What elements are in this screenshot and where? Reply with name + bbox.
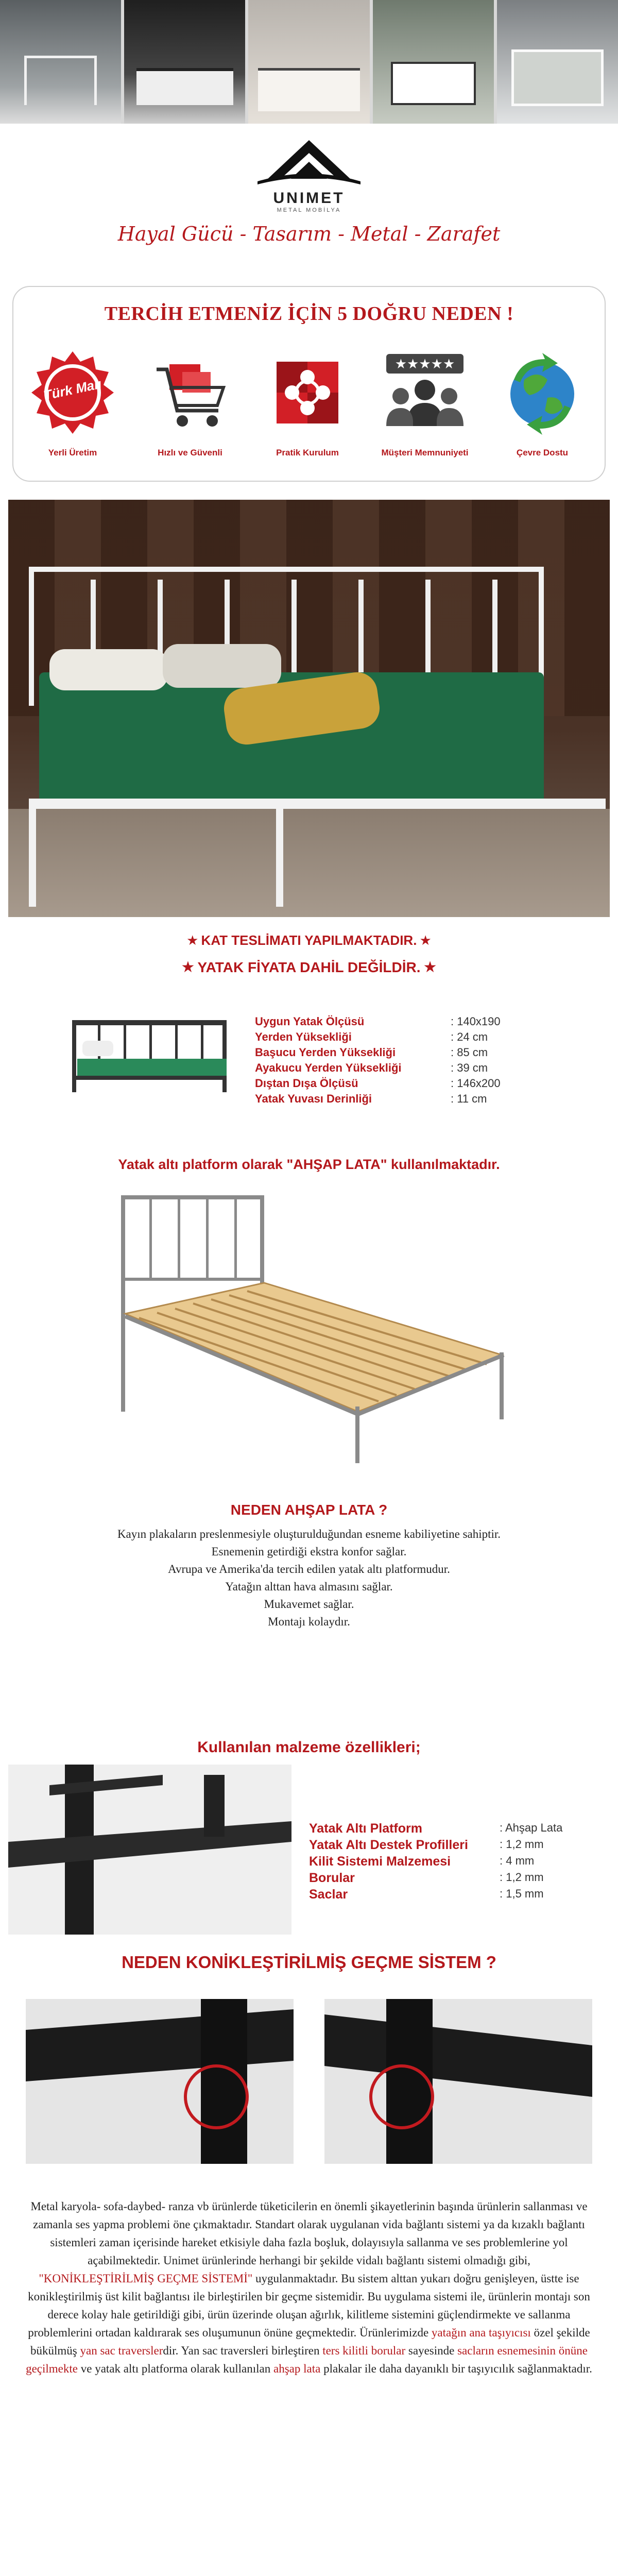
strip-photo-4 [373,0,494,124]
spec-row: Dıştan Dışa Ölçüsü : 146x200 [255,1077,501,1090]
spec-row: Başucu Yerden Yüksekliği : 85 cm [255,1046,488,1059]
joint-closeup-right [324,1999,592,2164]
why-line: Mukavemet sağlar. [264,1598,354,1611]
slogan: Hayal Gücü - Tasarım - Metal - Zarafet [117,223,501,245]
star-icon: ★ [419,933,432,948]
bed-thumbnail [67,1010,237,1108]
why-title: NEDEN AHŞAP LATA ? [230,1502,388,1518]
spec-row: Ayakucu Yerden Yüksekliği : 39 cm [255,1061,488,1074]
turkish-made-badge-icon [29,349,116,436]
reason-easy-setup [259,349,356,467]
delivery-note-2: ★ YATAK FİYATA DAHİL DEĞİLDİR. ★ [181,959,437,976]
reason-label: Pratik Kurulum [276,448,339,457]
material-row: Yatak Altı Platform : Ahşap Lata [309,1821,563,1836]
reasons-panel [12,286,606,482]
strip-photo-2 [124,0,245,124]
delivery-notes [0,927,618,994]
frame-closeup-image [8,1765,291,1935]
reason-fast-safe [141,349,239,467]
star-icon: ★ [181,959,195,976]
conical-system-section [0,1953,618,2195]
product-photo-strip [0,0,618,124]
reasons-title: TERCİH ETMENİZ İÇİN 5 DOĞRU NEDEN ! [104,303,514,325]
specs-section [0,1010,618,1118]
eco-globe-icon [499,349,586,436]
unimet-logo-icon [247,130,371,192]
bedroom-photo [8,500,610,917]
why-line: Esnemenin getirdiği ekstra konfor sağlar. [211,1545,407,1558]
why-line: Montajı kolaydır. [268,1615,350,1628]
materials-title: Kullanılan malzeme özellikleri; [197,1739,421,1756]
turkish-made-badge-text: Türk Malı [42,376,103,403]
why-line: Avrupa ve Amerika'da tercih edilen yatak altı platformudur. [168,1563,450,1575]
reason-customer-satisfaction [376,349,474,467]
strip-photo-3 [248,0,369,124]
star-icon: ★ [186,933,199,948]
spec-row: Uygun Yatak Ölçüsü : 140x190 [255,1015,501,1028]
star-icon: ★ [423,959,437,976]
why-line: Yatağın alttan hava almasını sağlar. [225,1580,393,1593]
material-row: Saclar : 1,5 mm [309,1887,544,1902]
customer-rating-icon [381,349,469,436]
brand-logo [0,130,618,217]
reason-label: Yerli Üretim [48,448,97,457]
why-line: Kayın plakaların preslenmesiyle oluşturulduğundan esneme kabiliyetine sahiptir. [117,1528,501,1540]
reason-eco-friendly [493,349,591,467]
spec-row: Yatak Yuvası Derinliği : 11 cm [255,1092,487,1105]
strip-photo-5 [497,0,618,124]
delivery-note-1: ★ KAT TESLİMATI YAPILMAKTADIR. ★ [186,933,432,948]
materials-section [0,1739,618,1935]
slat-caption: Yatak altı platform olarak "AHŞAP LATA" kullanılmaktadır. [118,1157,500,1172]
brand-name: UNIMET [273,190,345,207]
puzzle-gears-icon [264,349,351,436]
conical-title: NEDEN KONİKLEŞTİRİLMİŞ GEÇME SİSTEM ? [122,1953,496,1972]
material-row: Borular : 1,2 mm [309,1871,544,1885]
brand-sub: METAL MOBİLYA [277,207,341,213]
reason-label: Çevre Dostu [516,448,569,457]
conical-description: Metal karyola- sofa-daybed- ranza vb ürünlerde tüketicilerin en önemli şikayetlerinin başında ürünlerin sallanması ve zamanla ses yapma problemi öne çıkmaktadır. Standart olarak uygulanan vida bağlantı sistemi ya da kızaklı bağlantı sistemleri zaman içerisinde hareket etkisiyle daha fazla boşluk, dolayısıyla sallanma ve ses problemlerine yol açabilmektedir. Unimet ürünlerinde herhangi bir şekilde vidalı bağlantı sistemi olmadığı gibi, "KONİKLEŞTİRİLMİŞ GEÇME SİSTEMİ" uygulanmaktadır. Bu sistem alttan yukarı doğru genişleyen, üstte ise konikleştirilmiş üst kilit bağlantısı ile birleştirilen bir geçme sistemidir. Bu uygulama sistemi ile, ürünlerin montajı son derece kolay hale getirildiği gibi, ürün üzerinde oluşan ağırlık, kilitleme sistemini güçlendirmekte ve sallanma problemlerini ortadan kaldırarak ses oluşumunun önüne geçmektedir. Ürünlerimizde yatağın ana taşıyıcısı özel şekilde bükülmüş yan sac traverslerdir. Yan sac traversleri birleştiren ters kilitli borular sayesinde sacların esnemesinin önüne geçilmekte ve yatak altı platforma olarak kullanılan ahşap lata plakalar ile daha dayanıklı bir taşıyıcılık sağlanmaktadır. [26,2200,592,2375]
reason-label: Hızlı ve Güvenli [158,448,222,457]
slat-bed-image [90,1185,528,1473]
strip-photo-1 [0,0,121,124]
reason-label: Müşteri Memnuniyeti [381,448,469,457]
material-row: Kilit Sistemi Malzemesi : 4 mm [309,1854,535,1869]
joint-closeup-left [26,1999,294,2164]
reason-local-production [24,349,122,467]
material-row: Yatak Altı Destek Profilleri : 1,2 mm [309,1838,544,1852]
spec-row: Yerden Yüksekliği : 24 cm [255,1030,488,1043]
why-wood-section [0,1502,618,1739]
shopping-cart-icon [146,349,234,436]
svg-text:★★★★★: ★★★★★ [394,357,455,372]
